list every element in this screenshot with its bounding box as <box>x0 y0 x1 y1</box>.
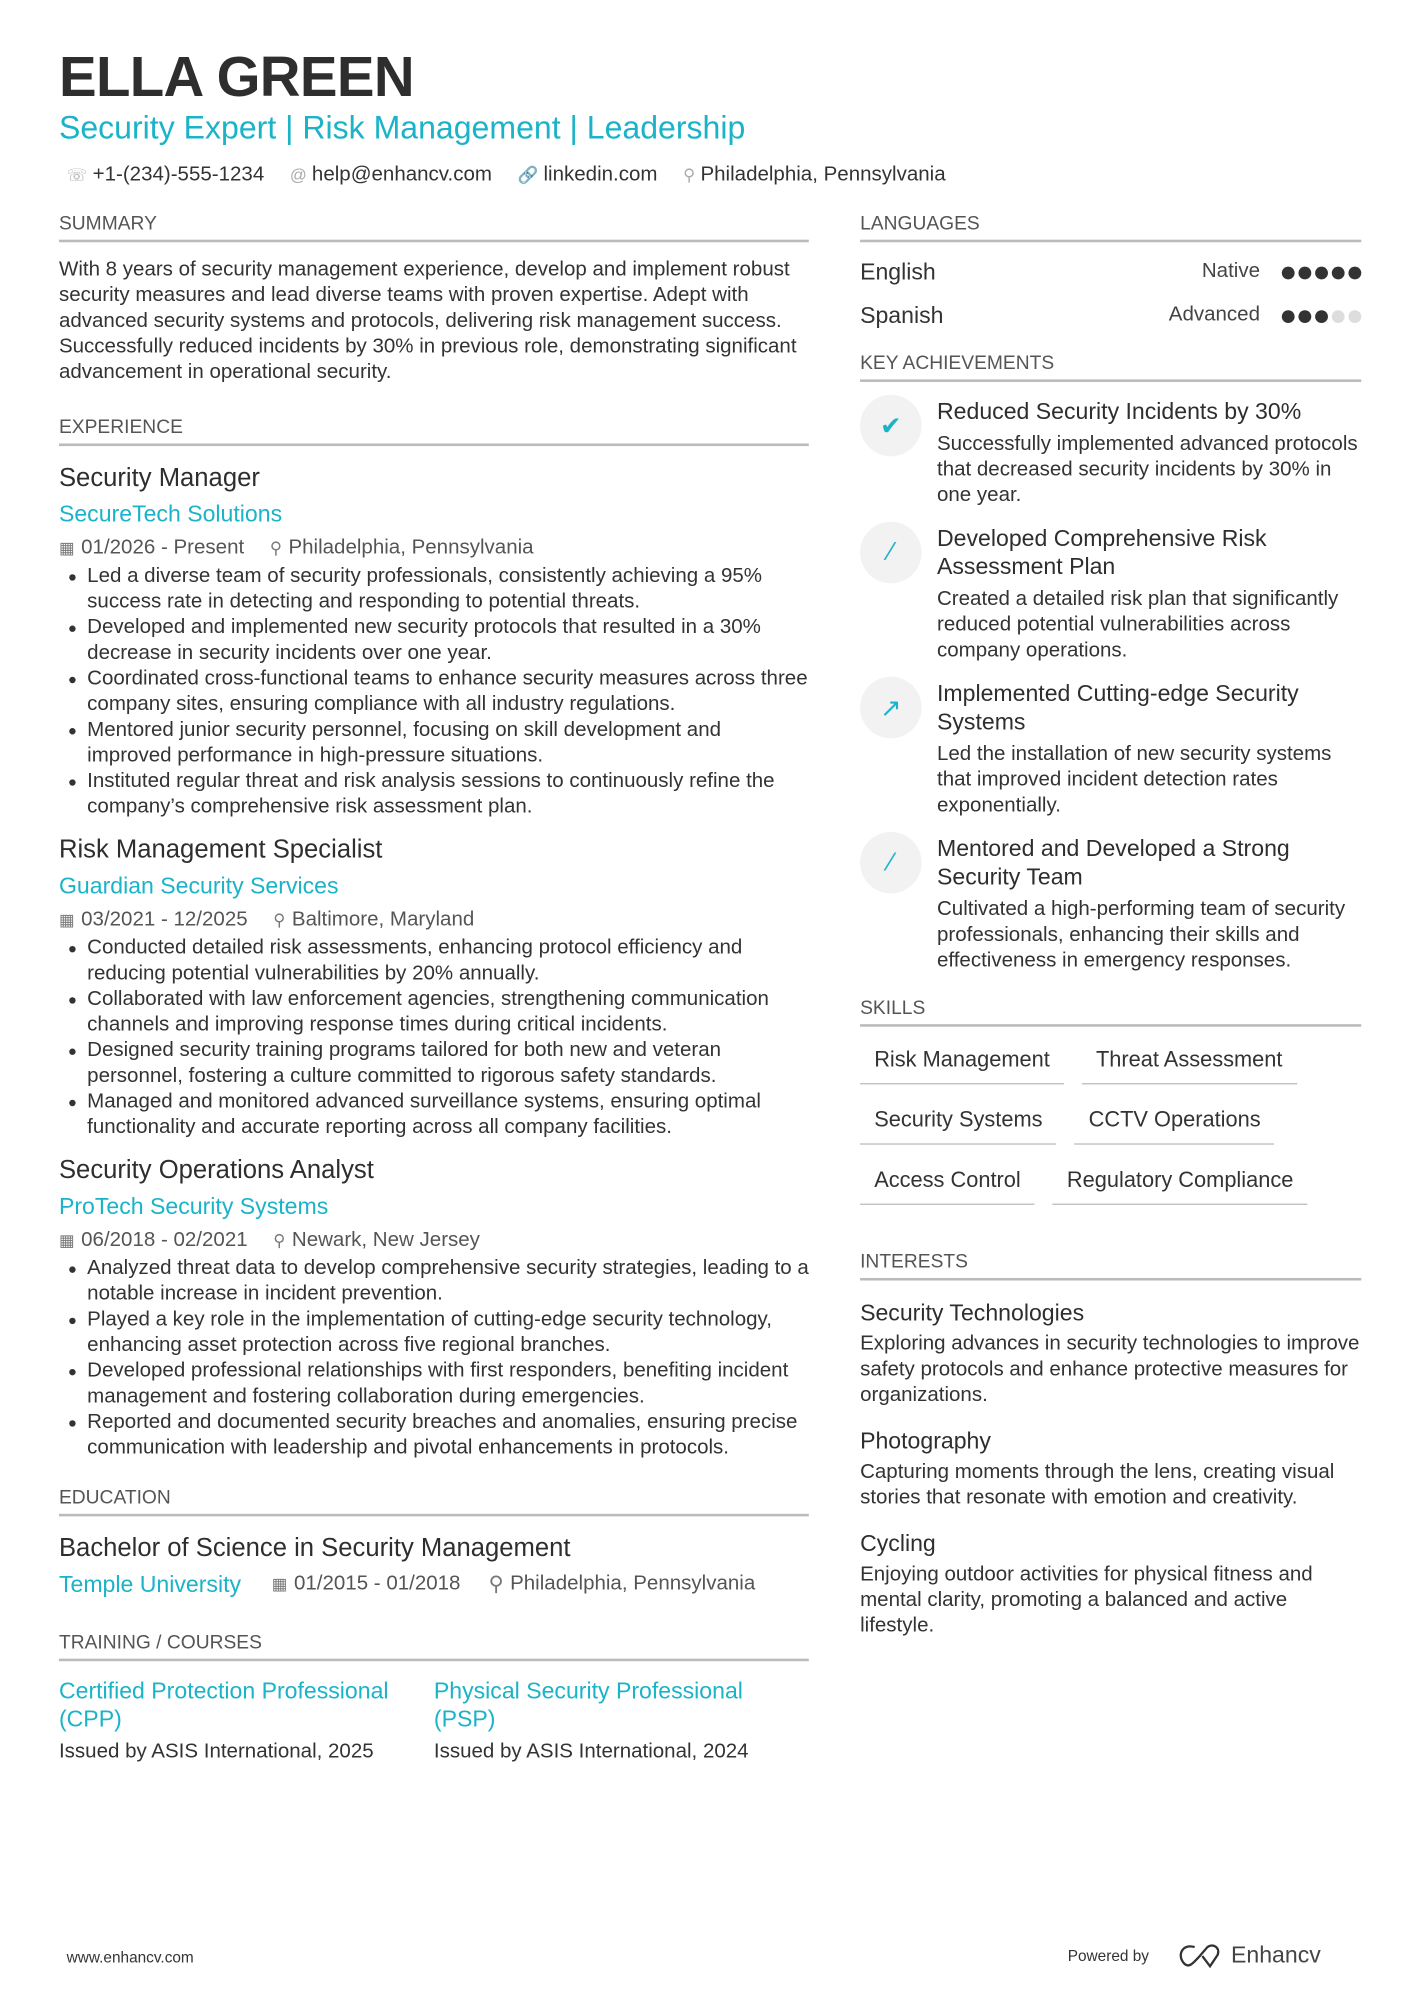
contact-item[interactable] <box>290 164 492 187</box>
contact-text: Philadelphia, Pennsylvania <box>700 164 946 186</box>
interest-item <box>860 1296 1361 1409</box>
section-title-education: EDUCATION <box>59 1487 809 1516</box>
language-rating <box>1278 258 1361 285</box>
course-item <box>434 1677 809 1765</box>
rating-dot <box>1282 310 1295 323</box>
course-list <box>59 1677 809 1765</box>
location-icon: ⚲ <box>273 910 286 930</box>
language-level: Native <box>1201 260 1261 282</box>
candidate-name: ELLA GREEN <box>58 46 414 109</box>
job-bullet: Played a key role in the implementation of cutting-edge security technology, enhancing asset protection across five regional branches. <box>59 1307 809 1358</box>
interest-text: Exploring advances in security technologies to improve safety protocols and enhance protective measures for organizations. <box>860 1333 1360 1407</box>
company-name: SecureTech Solutions <box>58 501 283 527</box>
education-dates: 01/2015 - 01/2018 <box>293 1572 461 1595</box>
degree: Bachelor of Science in Security Management <box>58 1534 571 1563</box>
achievement-title: Implemented Cutting-edge Security Systems <box>936 680 1299 735</box>
achievement-item <box>860 397 1361 509</box>
job-location: Philadelphia, Pennsylvania <box>288 537 534 559</box>
rating-dot <box>1315 266 1328 279</box>
language-list <box>860 250 1361 337</box>
education-meta <box>59 1568 809 1601</box>
link-icon: 🔗 <box>517 165 539 185</box>
contact-text: help@enhancv.com <box>311 164 492 186</box>
language-item <box>860 294 1361 338</box>
achievement-item <box>860 524 1361 664</box>
achievement-text: Led the installation of new security systems that improved incident detection rates exponentially. <box>936 743 1332 817</box>
interest-text: Capturing moments through the lens, creating visual stories that resonate with emotion and creativity. <box>860 1461 1335 1509</box>
tagline: Security Expert | Risk Management | Leadership <box>58 110 746 147</box>
magic-wand-icon: ⁄ <box>860 522 922 584</box>
interest-item <box>860 1527 1361 1640</box>
job-meta <box>59 533 809 564</box>
company-name: Guardian Security Services <box>58 872 339 899</box>
brand-name: Enhancv <box>1231 1941 1321 1968</box>
achievement-title: Mentored and Developed a Strong Security Team <box>936 835 1290 890</box>
language-item <box>860 250 1361 294</box>
achievement-text: Cultivated a high-performing team of security professionals, enhancing their skills and effectiveness in emergency responses. <box>936 898 1346 972</box>
achievement-item <box>860 834 1361 974</box>
strategy-arrow-icon: ↗ <box>860 677 922 739</box>
language-level: Advanced <box>1168 303 1261 326</box>
course-item <box>59 1677 434 1765</box>
course-issuer: Issued by ASIS International, 2024 <box>433 1740 749 1763</box>
job-title: Risk Management Specialist <box>58 835 383 864</box>
calendar-icon: ▦ <box>58 910 75 930</box>
left-column <box>59 213 809 1765</box>
job-bullet: Reported and documented security breaches and anomalies, ensuring precise communication with leadership and pivotal enhancements in protocols. <box>59 1410 809 1461</box>
footer-website[interactable]: www.enhancv.com <box>66 1948 194 1967</box>
job-entry <box>59 1154 809 1462</box>
contact-bar <box>67 164 946 187</box>
interest-text: Enjoying outdoor activities for physical fitness and mental clarity, promoting a balanced and active lifestyle. <box>860 1563 1313 1637</box>
section-title-achievements: KEY ACHIEVEMENTS <box>860 352 1361 381</box>
job-meta <box>59 905 809 936</box>
calendar-icon: ▦ <box>271 1574 288 1594</box>
section-title-experience: EXPERIENCE <box>59 417 809 446</box>
education-location: Philadelphia, Pennsylvania <box>510 1572 756 1595</box>
rating-dot <box>1282 266 1295 279</box>
interest-title: Security Technologies <box>860 1299 1085 1326</box>
rating-dot <box>1298 310 1311 323</box>
job-meta <box>59 1225 809 1256</box>
job-entry <box>59 833 809 1141</box>
experience-list <box>59 461 809 1461</box>
interest-item <box>860 1424 1361 1511</box>
job-bullet: Coordinated cross-functional teams to enhance security measures across three company sites, ensuring compliance with all industry regulations. <box>59 667 809 718</box>
rating-dot <box>1348 266 1361 279</box>
skill-tag: Regulatory Compliance <box>1053 1163 1308 1205</box>
rating-dot <box>1332 266 1345 279</box>
section-title-summary: SUMMARY <box>59 213 809 242</box>
achievement-text: Successfully implemented advanced protocols that decreased security incidents by 30% in one year. <box>936 433 1358 507</box>
skill-tag: Security Systems <box>860 1102 1057 1144</box>
location-icon: ⚲ <box>269 538 283 558</box>
rating-dot <box>1315 310 1328 323</box>
job-bullet: Conducted detailed risk assessments, enhancing protocol efficiency and reducing potential vulnerabilities by 20% annually. <box>59 936 809 987</box>
contact-item[interactable] <box>67 164 265 187</box>
skill-tag: Threat Assessment <box>1082 1042 1297 1084</box>
checkmark-icon: ✔ <box>860 395 922 457</box>
language-name: English <box>860 258 936 284</box>
job-dates: 01/2026 - Present <box>81 537 245 559</box>
job-dates: 03/2021 - 12/2025 <box>81 908 248 931</box>
course-name: Certified Protection Professional (CPP) <box>58 1677 389 1732</box>
rating-dot <box>1348 310 1361 323</box>
job-bullet: Instituted regular threat and risk analysis sessions to continuously refine the company’s comprehensive risk assessment plan. <box>59 769 809 820</box>
footer-powered-by <box>1068 1942 1321 1969</box>
achievement-title: Reduced Security Incidents by 30% <box>936 398 1302 425</box>
job-bullets <box>59 936 809 1141</box>
job-bullet: Developed professional relationships with first responders, benefiting incident management and fostering collaboration during emergencies. <box>59 1359 809 1410</box>
magic-wand-icon: ⁄ <box>860 832 922 894</box>
phone-icon: ☏ <box>66 165 88 185</box>
job-bullet: Managed and monitored advanced surveillance systems, ensuring optimal functionality and accurate reporting across all company facilities. <box>59 1090 809 1141</box>
interest-title: Cycling <box>860 1530 936 1557</box>
enhancv-logo-icon <box>1177 1943 1223 1969</box>
skill-tag: CCTV Operations <box>1075 1102 1275 1144</box>
location-icon: ⚲ <box>683 165 696 185</box>
rating-dot <box>1332 310 1345 323</box>
job-bullets <box>59 1256 809 1461</box>
job-bullet: Analyzed threat data to develop comprehensive security strategies, leading to a notable increase in incident prevention. <box>59 1256 809 1307</box>
section-title-training: TRAINING / COURSES <box>59 1632 809 1661</box>
contact-text: +1-(234)-555-1234 <box>92 164 265 186</box>
company-name: ProTech Security Systems <box>58 1193 329 1219</box>
interest-title: Photography <box>860 1427 991 1454</box>
job-bullet: Collaborated with law enforcement agencies, strengthening communication channels and improving response times during critical incidents. <box>59 987 809 1038</box>
summary-text: With 8 years of security management experience, develop and implement robust security measures and lead diverse teams with proven expertise. Adept with advanced security systems and protocols, delivering risk management success. Successfully reduced incidents by 30% in previous role, demonstrating significant advancement in operational security. <box>58 258 797 384</box>
section-title-interests: INTERESTS <box>860 1251 1361 1280</box>
job-bullet: Led a diverse team of security professionals, consistently achieving a 95% success rate in detecting and responding to potential threats. <box>59 564 809 615</box>
job-location: Baltimore, Maryland <box>291 908 475 931</box>
language-name: Spanish <box>860 301 944 328</box>
job-title: Security Operations Analyst <box>58 1156 374 1185</box>
calendar-icon: ▦ <box>58 1230 75 1250</box>
job-entry <box>59 461 809 820</box>
powered-by-label: Powered by <box>1067 1946 1149 1965</box>
right-column <box>860 213 1361 1655</box>
job-bullet: Designed security training programs tailored for both new and veteran personnel, fostering a culture committed to rigorous safety standards. <box>59 1038 809 1089</box>
achievement-list <box>860 397 1361 974</box>
interest-list <box>860 1296 1361 1640</box>
achievement-title: Developed Comprehensive Risk Assessment Plan <box>936 525 1267 580</box>
job-bullets <box>59 564 809 820</box>
calendar-icon: ▦ <box>58 538 75 558</box>
skill-tag: Risk Management <box>860 1042 1064 1084</box>
language-rating <box>1278 302 1361 329</box>
skill-list <box>860 1042 1361 1205</box>
location-icon: ⚲ <box>488 1574 504 1596</box>
location-icon: ⚲ <box>273 1230 286 1250</box>
skill-tag: Access Control <box>860 1163 1035 1205</box>
contact-item[interactable] <box>683 164 945 187</box>
contact-text: linkedin.com <box>543 164 658 186</box>
section-title-languages: LANGUAGES <box>860 213 1361 242</box>
at-icon: @ <box>289 165 307 185</box>
course-name: Physical Security Professional (PSP) <box>433 1677 743 1732</box>
job-bullet: Developed and implemented new security protocols that resulted in a 30% decrease in security incidents over one year. <box>59 615 809 666</box>
job-bullet: Mentored junior security personnel, focusing on skill development and improved performance in high-pressure situations. <box>59 718 809 769</box>
achievement-text: Created a detailed risk plan that significantly reduced potential vulnerabilities across company operations. <box>936 588 1339 662</box>
school: Temple University <box>58 1571 242 1598</box>
contact-item[interactable] <box>518 164 658 187</box>
job-title: Security Manager <box>58 464 260 493</box>
job-dates: 06/2018 - 02/2021 <box>81 1229 248 1252</box>
course-issuer: Issued by ASIS International, 2025 <box>58 1740 374 1763</box>
achievement-item <box>860 679 1361 819</box>
section-title-skills: SKILLS <box>860 997 1361 1026</box>
rating-dot <box>1298 266 1311 279</box>
job-location: Newark, New Jersey <box>291 1229 480 1252</box>
